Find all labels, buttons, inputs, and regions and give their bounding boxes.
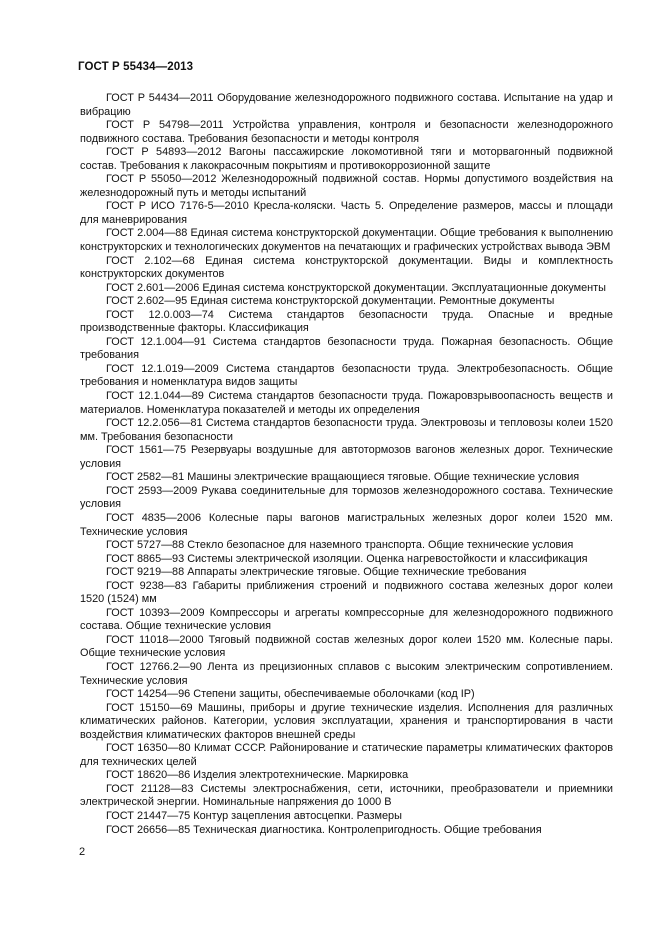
reference-entry: ГОСТ 12766.2—90 Лента из прецизионных сплавов с высоким электрическим сопротивлением. Технические условия xyxy=(80,660,613,687)
reference-entry: ГОСТ 2593—2009 Рукава соединительные для тормозов железнодорожного состава. Технические условия xyxy=(80,484,613,511)
reference-entry: ГОСТ Р 54434—2011 Оборудование железнодорожного подвижного состава. Испытание на удар и вибрацию xyxy=(80,92,613,118)
reference-entry: ГОСТ 2.004—88 Единая система конструкторской документации. Общие требования к выполнению конструкторских и технологических документов на печатающих и графических устройствах вывода ЭВМ xyxy=(80,227,613,254)
reference-entry: ГОСТ 21447—75 Контур зацепления автосцепки. Размеры xyxy=(106,809,402,822)
reference-entry: ГОСТ 11018—2000 Тяговый подвижной состав железных дорог колеи 1520 мм. Колесные пары. Общие технические условия xyxy=(80,633,613,660)
reference-entry: ГОСТ 21128—83 Системы электроснабжения, сети, источники, преобразователи и приемники электрической энергии. Номинальные напряжения до 1000 В xyxy=(80,782,613,809)
reference-entry: ГОСТ 9238—83 Габариты приближения строений и подвижного состава железных дорог колеи 1520 (1524) мм xyxy=(80,579,613,606)
reference-entry: ГОСТ Р ИСО 7176-5—2010 Кресла-коляски. Часть 5. Определение размеров, массы и площади для маневрирования xyxy=(80,200,613,226)
reference-entry: ГОСТ 2582—81 Машины электрические вращающиеся тяговые. Общие технические условия xyxy=(106,471,580,484)
reference-entry: ГОСТ 12.1.044—89 Система стандартов безопасности труда. Пожаровзрывоопасность веществ и материалов. Номенклатура показателей и методы их определения xyxy=(80,390,613,416)
reference-entry: ГОСТ Р 54893—2012 Вагоны пассажирские локомотивной тяги и моторвагонный подвижной состав. Требования к лакокрасочным покрытиям и противокоррозионной защите xyxy=(80,146,613,172)
reference-entry: ГОСТ Р 54798—2011 Устройства управления, контроля и безопасности железнодорожного подвижного состава. Требования безопасности и методы контроля xyxy=(80,119,613,145)
reference-entry: ГОСТ 14254—96 Степени защиты, обеспечиваемые оболочками (код IP) xyxy=(106,688,475,701)
reference-entry: ГОСТ 5727—88 Стекло безопасное для наземного транспорта. Общие технические условия xyxy=(106,539,574,552)
page-number: 2 xyxy=(79,846,86,858)
page-header-standard-number: ГОСТ Р 55434—2013 xyxy=(78,61,194,73)
reference-entry: ГОСТ 8865—93 Системы электрической изоляции. Оценка нагревостойкости и классификация xyxy=(106,552,588,565)
reference-entry: ГОСТ 9219—88 Аппараты электрические тяговые. Общие технические требования xyxy=(106,566,527,579)
reference-entry: ГОСТ 16350—80 Климат СССР. Районирование и статические параметры климатических факторов для технических целей xyxy=(80,742,613,768)
reference-entry: ГОСТ 12.1.019—2009 Система стандартов безопасности труда. Электробезопасность. Общие требования и номенклатура видов защиты xyxy=(80,362,613,389)
reference-entry: ГОСТ 15150—69 Машины, приборы и другие технические изделия. Исполнения для различных климатических районов. Категории, условия эксплуатации, хранения и транспортирования в части воздействия климатических факторов внешней среды xyxy=(80,701,613,741)
reference-entry: ГОСТ 12.2.056—81 Система стандартов безопасности труда. Электровозы и тепловозы колеи 1520 мм. Требования безопасности xyxy=(80,417,613,443)
reference-entry: ГОСТ 12.0.003—74 Система стандартов безопасности труда. Опасные и вредные производственные факторы. Классификация xyxy=(80,308,613,335)
reference-entry: ГОСТ 1561—75 Резервуары воздушные для автотормозов вагонов железных дорог. Технические условия xyxy=(80,444,613,470)
reference-entry: ГОСТ 2.102—68 Единая система конструкторской документации. Виды и комплектность конструкторских документов xyxy=(80,254,613,281)
normative-references-list xyxy=(80,92,613,837)
reference-entry: ГОСТ 2.601—2006 Единая система конструкторской документации. Эксплуатационные документы xyxy=(106,281,606,294)
reference-entry: ГОСТ 12.1.004—91 Система стандартов безопасности труда. Пожарная безопасность. Общие требования xyxy=(80,335,613,362)
reference-entry: ГОСТ 2.602—95 Единая система конструкторской документации. Ремонтные документы xyxy=(106,295,555,308)
reference-entry: ГОСТ 10393—2009 Компрессоры и агрегаты компрессорные для железнодорожного подвижного состава. Общие технические условия xyxy=(80,606,613,633)
reference-entry: ГОСТ 26656—85 Техническая диагностика. Контролепригодность. Общие требования xyxy=(106,823,542,836)
reference-entry: ГОСТ 4835—2006 Колесные пары вагонов магистральных железных дорог колеи 1520 мм. Технические условия xyxy=(80,511,613,538)
reference-entry: ГОСТ 18620—86 Изделия электротехнические. Маркировка xyxy=(106,769,409,782)
reference-entry: ГОСТ Р 55050—2012 Железнодорожный подвижной состав. Нормы допустимого воздействия на железнодорожный путь и методы испытаний xyxy=(80,173,613,199)
